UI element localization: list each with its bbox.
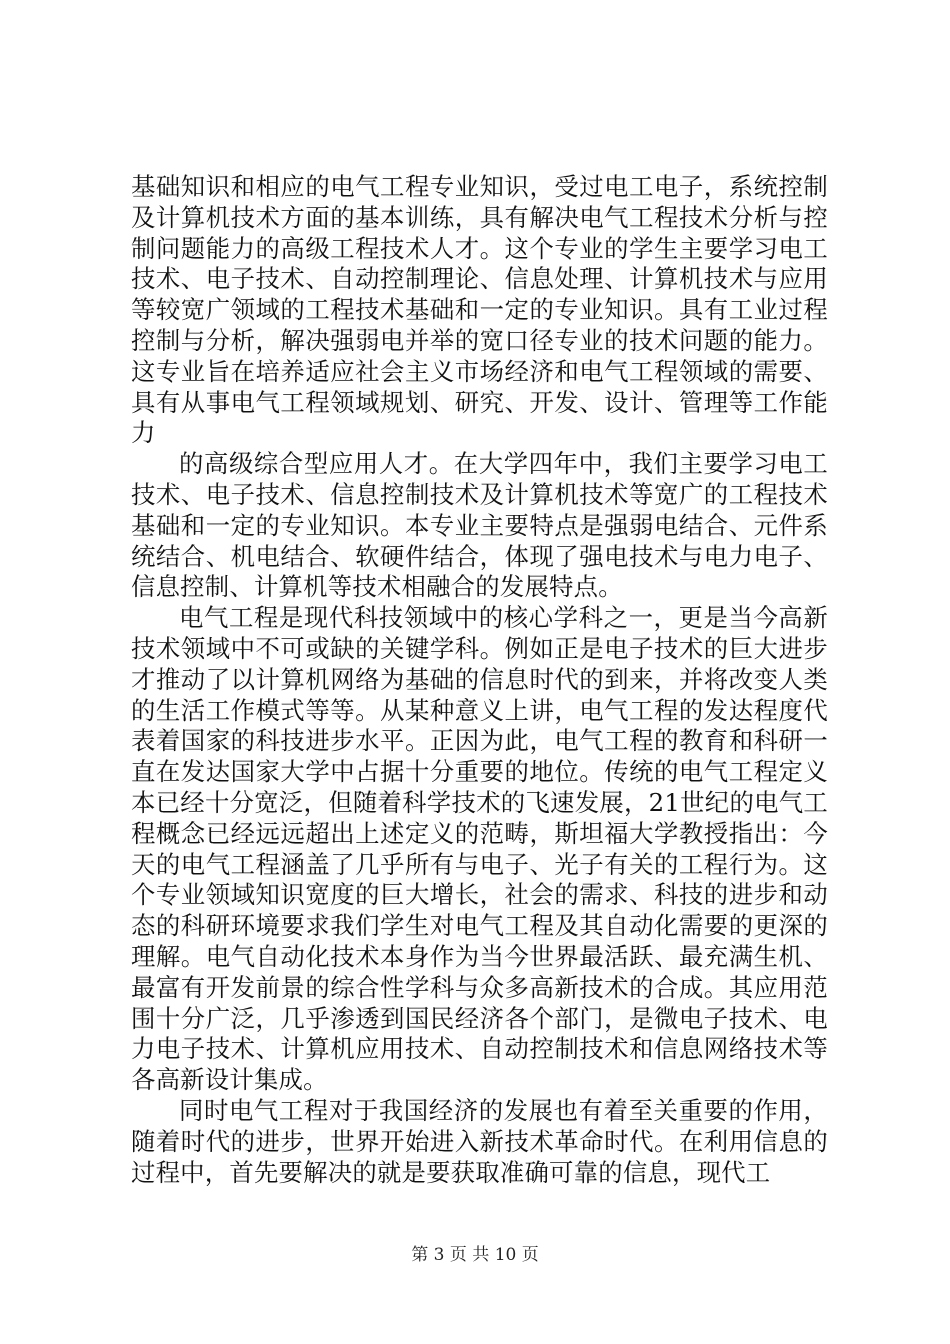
page-footer: 第 3 页 共 10 页 [411,1245,539,1265]
paragraph-3: 电气工程是现代科技领域中的核心学科之一，更是当今高新技术领域中不可或缺的关键学科。例如正是电子技术的巨大进步才推动了以计算机网络为基础的信息时代的到来，并将改变人类的生活工作模式等等。从某种意义上讲，电气工程的发达程度代表着国家的科技进步水平。正因为此，电气工程的教育和科研一直在发达国家大学中占据十分重要的地位。传统的电气工程定义本已经十分宽泛，但随着科学技术的飞速发展，21世纪的电气工程概念已经远远超出上述定义的范畴，斯坦福大学教授指出：今天的电气工程涵盖了几乎所有与电子、光子有关的工程行为。这个专业领域知识宽度的巨大增长，社会的需求、科技的进步和动态的科研环境要求我们学生对电气工程及其自动化需要的更深的理解。电气自动化技术本身作为当今世界最活跃、最充满生机、最富有开发前景的综合性学科与众多高新技术的合成。其应用范围十分广泛，几乎渗透到国民经济各个部门，是微电子技术、电力电子技术、计算机应用技术、自动控制技术和信息网络技术等各高新设计集成。 [131,603,828,1095]
document-body [131,172,828,1188]
paragraph-1: 基础知识和相应的电气工程专业知识，受过电工电子，系统控制及计算机技术方面的基本训练，具有解决电气工程技术分析与控制问题能力的高级工程技术人才。这个专业的学生主要学习电工技术、电子技术、自动控制理论、信息处理、计算机技术与应用等较宽广领域的工程技术基础和一定的专业知识。具有工业过程控制与分析，解决强弱电并举的宽口径专业的技术问题的能力。这专业旨在培养适应社会主义市场经济和电气工程领域的需要、具有从事电气工程领域规划、研究、开发、设计、管理等工作能力 [131,172,828,448]
paragraph-4: 同时电气工程对于我国经济的发展也有着至关重要的作用，随着时代的进步，世界开始进入新技术革命时代。在利用信息的过程中，首先要解决的就是要获取准确可靠的信息，现代工 [131,1095,828,1187]
paragraph-2: 的高级综合型应用人才。在大学四年中，我们主要学习电工技术、电子技术、信息控制技术及计算机技术等宽广的工程技术基础和一定的专业知识。本专业主要特点是强弱电结合、元件系统结合、机电结合、软硬件结合，体现了强电技术与电力电子、信息控制、计算机等技术相融合的发展特点。 [131,449,828,602]
